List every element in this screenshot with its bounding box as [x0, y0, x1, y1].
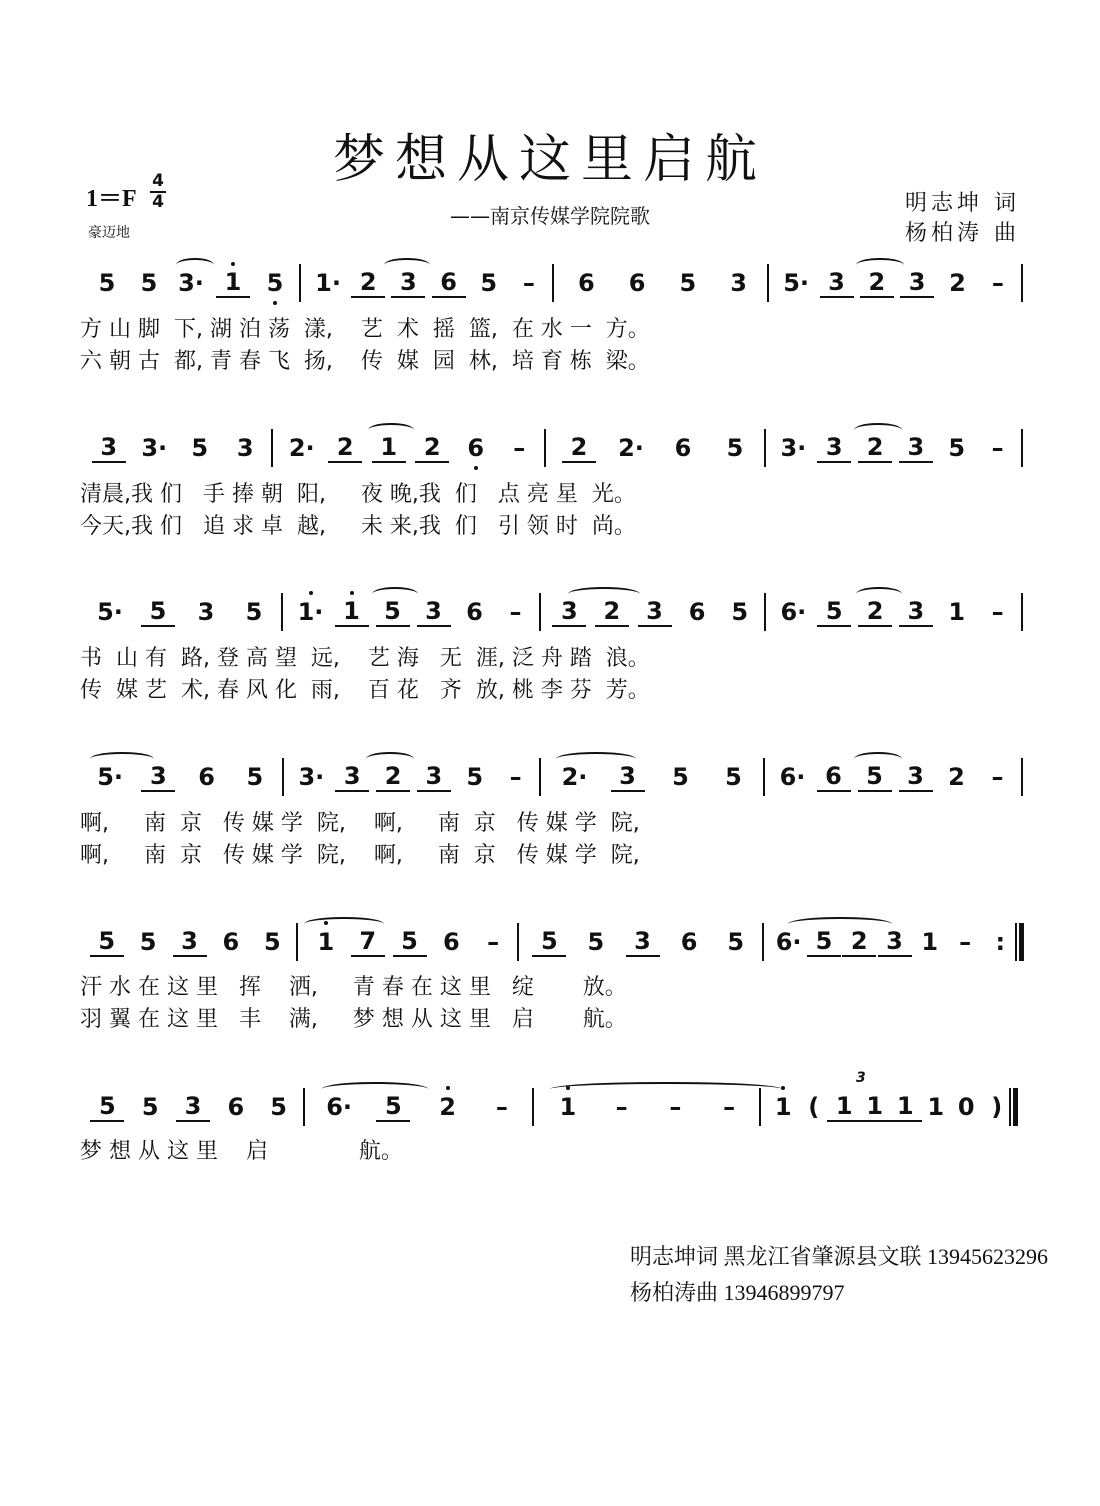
note: 3· [141, 434, 168, 462]
slur [366, 752, 414, 766]
lyric-line: 梦 想 从 这 里 启 航。 [80, 1139, 403, 1164]
note: 5 [141, 1093, 159, 1121]
note: – [522, 269, 535, 297]
note: – [991, 434, 1004, 462]
note: – [509, 598, 522, 626]
composer-credit: 杨柏涛 曲 [905, 221, 1020, 246]
note: 3 [626, 927, 660, 957]
note: 1 [827, 1092, 861, 1122]
note: 5 [532, 927, 566, 957]
note: 2 [415, 433, 449, 463]
tempo-marking: 豪迈地 [88, 225, 130, 241]
note: 3 [820, 268, 854, 298]
note: 2 [948, 763, 965, 791]
note: 3 [417, 762, 451, 792]
lyric-line: 啊, 南 京 传 媒 学 院, 啊, 南 京 传 媒 学 院, [80, 843, 640, 868]
slur [90, 752, 154, 766]
note: 5 [726, 434, 744, 462]
note: 2 [351, 268, 385, 298]
lyricist-credit: 明志坤 词 [905, 191, 1020, 216]
barline [1021, 758, 1023, 796]
barline [271, 429, 273, 467]
lyric-line: 汗 水 在 这 里 挥 洒, 青 春 在 这 里 绽 放。 [80, 975, 627, 1000]
note: 5 [191, 434, 209, 462]
lyric-line: 书 山 有 路, 登 高 望 远, 艺 海 无 涯, 泛 舟 踏 浪。 [80, 646, 650, 671]
note: 3 [391, 268, 425, 298]
barline [764, 429, 766, 467]
barline [1021, 264, 1023, 302]
note: 5 [141, 597, 175, 627]
note: 5 [263, 928, 281, 956]
note: 6· [775, 928, 802, 956]
note: 2 [858, 433, 892, 463]
note: 5 [90, 927, 124, 957]
note: 5 [139, 928, 157, 956]
barline [1021, 429, 1023, 467]
key-signature: 1＝F [86, 186, 137, 212]
barline [532, 1088, 534, 1126]
slur [322, 1082, 428, 1096]
note: 3 [817, 433, 851, 463]
note: 3 [92, 433, 126, 463]
note: 5 [727, 928, 745, 956]
note: 3 [417, 597, 451, 627]
note: 6 [432, 268, 466, 298]
slur [568, 587, 640, 601]
time-signature [150, 172, 166, 212]
lyric-line: 方 山 脚 下, 湖 泊 荡 漾, 艺 术 摇 篮, 在 水 一 方。 [80, 317, 650, 342]
note: 5 [948, 434, 966, 462]
triplet-mark: 3 [856, 1070, 866, 1086]
note: 1 [858, 1092, 892, 1122]
note: – [615, 1093, 628, 1121]
note: 6 [680, 928, 698, 956]
note: 3 [638, 597, 672, 627]
barline [539, 758, 541, 796]
note: 3 [335, 762, 369, 792]
note: 6 [674, 434, 692, 462]
note: 2 [328, 433, 362, 463]
note: 5 [90, 1092, 124, 1122]
time-signature-top: 4 [152, 171, 164, 191]
note: – [513, 434, 526, 462]
note: 6· [779, 763, 806, 791]
slur [856, 587, 902, 601]
note: 2· [288, 434, 315, 462]
slur [550, 1082, 782, 1096]
note: 2 [595, 597, 629, 627]
note: 3 [173, 927, 207, 957]
note: ( [808, 1093, 820, 1121]
note: 5 [140, 269, 158, 297]
note: 5 [587, 928, 605, 956]
barline [762, 923, 764, 961]
note: 5 [679, 269, 697, 297]
note: – [991, 269, 1004, 297]
note: 6 [442, 928, 460, 956]
slur [556, 752, 636, 766]
note: 2· [561, 763, 588, 791]
note: 3 [900, 268, 934, 298]
slur [788, 917, 892, 931]
note: 1 [309, 927, 343, 957]
note: 3 [176, 1092, 210, 1122]
lyric-line: 今天,我 们 追 求 卓 越, 未 来,我 们 引 领 时 尚。 [80, 514, 636, 539]
lyric-line: 六 朝 古 都, 青 春 飞 扬, 传 媒 园 林, 培 育 栋 梁。 [80, 349, 650, 374]
note: 3 [730, 269, 747, 297]
lyric-line: 羽 翼 在 这 里 丰 满, 梦 想 从 这 里 启 航。 [80, 1007, 627, 1032]
note: 1 [551, 1092, 585, 1122]
barline [296, 923, 298, 961]
barline [517, 923, 519, 961]
footer-contact-lyricist: 明志坤词 黑龙江省肇源县文联 13945623296 [630, 1244, 1049, 1269]
lyric-line: 传 媒 艺 术, 春 风 化 雨, 百 花 齐 放, 桃 李 芬 芳。 [80, 678, 650, 703]
note: 2· [618, 434, 644, 462]
note: 1 [372, 433, 406, 463]
note: 5 [376, 597, 410, 627]
time-signature-bottom: 4 [150, 191, 166, 212]
note: 3 [197, 598, 215, 626]
note: 6· [326, 1093, 353, 1121]
note: 5 [245, 598, 263, 626]
note: 5 [466, 763, 484, 791]
note: ) [991, 1093, 1003, 1121]
note: – [991, 598, 1004, 626]
barline [539, 593, 541, 631]
note: 5 [807, 927, 841, 957]
note: 5· [97, 598, 123, 626]
note: – [991, 763, 1004, 791]
note: 6 [222, 928, 240, 956]
note: 6 [459, 433, 493, 463]
slur [372, 587, 418, 601]
note: 1 [888, 1092, 922, 1122]
note: 5 [393, 927, 427, 957]
barline [764, 593, 766, 631]
note: 3· [298, 763, 325, 791]
slur [176, 258, 214, 272]
lyric-line: 啊, 南 京 传 媒 学 院, 啊, 南 京 传 媒 学 院, [80, 811, 640, 836]
slur [854, 752, 902, 766]
note: 3· [178, 269, 204, 297]
note: – [495, 1093, 508, 1121]
note: 1· [315, 269, 341, 297]
note: 5 [98, 269, 116, 297]
note: 2 [860, 268, 894, 298]
slur [384, 258, 430, 272]
note: 5· [783, 269, 810, 297]
note: 5 [731, 598, 749, 626]
note: 5 [672, 763, 689, 791]
note: – [959, 928, 972, 956]
note: 1 [921, 928, 939, 956]
note: 3 [899, 597, 933, 627]
note: 6 [198, 763, 215, 791]
note: 2 [949, 269, 966, 297]
barline [281, 593, 283, 631]
note: 5 [725, 763, 742, 791]
barline [282, 758, 284, 796]
barline [299, 264, 301, 302]
note: 5 [258, 268, 292, 298]
note: 6 [688, 598, 706, 626]
song-subtitle: ——南京传媒学院院歌 [450, 204, 650, 228]
note: 3 [552, 597, 586, 627]
note: 5· [97, 763, 124, 791]
slur [856, 258, 904, 272]
note: – [723, 1093, 736, 1121]
note: 2 [858, 597, 892, 627]
note: 5 [246, 763, 264, 791]
note: 6 [628, 269, 646, 297]
slur [854, 423, 902, 437]
barline [303, 1088, 305, 1126]
note: 3 [899, 433, 933, 463]
note: – [509, 763, 522, 791]
final-barline [1015, 923, 1024, 961]
lyric-line: 清晨,我 们 手 捧 朝 阳, 夜 晚,我 们 点 亮 星 光。 [80, 482, 636, 507]
note: 6 [817, 762, 851, 792]
note: 3 [899, 762, 933, 792]
note: 2 [842, 927, 876, 957]
barline [1021, 593, 1023, 631]
barline [767, 264, 769, 302]
note: 2 [562, 433, 596, 463]
note: 3 [611, 762, 645, 792]
final-barline [1009, 1088, 1018, 1126]
note: 5 [376, 1092, 410, 1122]
note: 3 [878, 927, 912, 957]
note: 6 [227, 1093, 245, 1121]
slur [368, 423, 414, 437]
note: 5 [480, 269, 498, 297]
note: 1 [766, 1092, 800, 1122]
note: 5 [858, 762, 892, 792]
note: 5 [270, 1093, 287, 1121]
note: 0 [957, 1093, 975, 1121]
footer-contact-composer: 杨柏涛曲 13946899797 [630, 1280, 845, 1305]
note: 6 [466, 598, 483, 626]
note: 2 [376, 762, 410, 792]
note: 1 [948, 598, 966, 626]
note: 3· [780, 434, 807, 462]
note: 3 [141, 762, 175, 792]
note: 2 [431, 1092, 465, 1122]
note: 1 [335, 597, 369, 627]
barline [544, 429, 546, 467]
song-title: 梦想从这里启航 [332, 130, 767, 190]
note: 6 [578, 269, 595, 297]
note: 1 [216, 268, 250, 298]
note: : [995, 928, 1006, 956]
note: 6· [780, 598, 807, 626]
slur [304, 917, 384, 931]
note: 1 [927, 1093, 945, 1121]
note: 3 [236, 434, 254, 462]
note: 1· [294, 597, 328, 627]
barline [763, 758, 765, 796]
note: – [669, 1093, 682, 1121]
barline [552, 264, 554, 302]
note: – [487, 928, 500, 956]
note: 7 [351, 927, 385, 957]
note: 5 [817, 597, 851, 627]
